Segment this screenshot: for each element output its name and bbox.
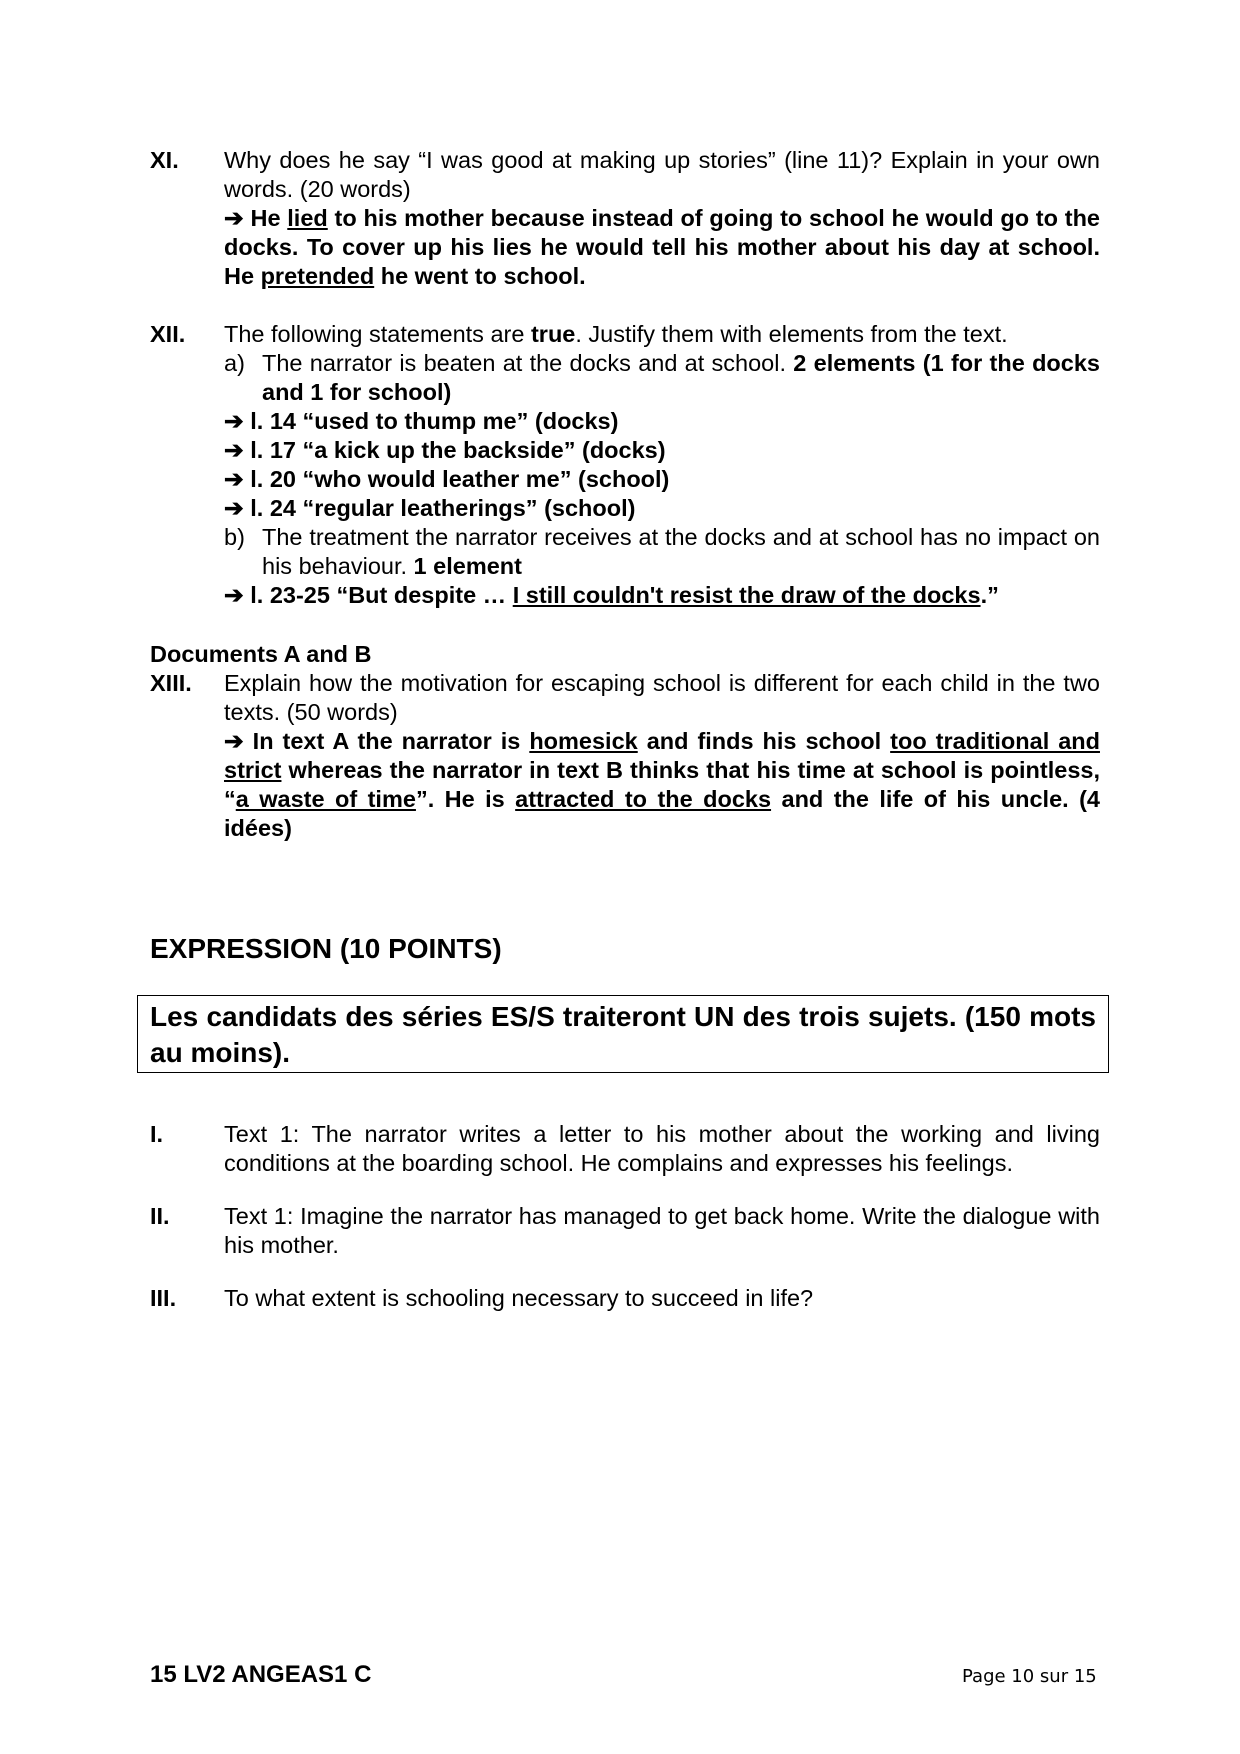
arrow-icon: ➔ (224, 495, 244, 521)
page-number: Page 10 sur 15 (962, 1666, 1097, 1687)
exam-code: 15 LV2 ANGEAS1 C (150, 1661, 372, 1688)
arrow-icon: ➔ (224, 408, 244, 434)
expression-title: EXPRESSION (10 POINTS) (150, 933, 502, 964)
subject-number: III. (150, 1285, 177, 1311)
subject-number: I. (150, 1121, 164, 1147)
arrow-icon: ➔ (224, 437, 244, 463)
subject-1 (150, 1120, 1100, 1178)
answer-line: ➔ l. 23-25 “But despite … I still couldn't resist the draw of the docks.” (224, 582, 999, 608)
answer-line: ➔ l. 17 “a kick up the backside” (docks) (224, 437, 666, 463)
question-number: XIII. (150, 670, 192, 696)
question-intro: The following statements are true. Justify them with elements from the text. (224, 321, 1008, 347)
arrow-icon: ➔ (224, 466, 244, 492)
statement-b: b) The treatment the narrator receives at the docks and at school has no impact on his behaviour. 1 element (224, 524, 1100, 579)
subject-text: Text 1: The narrator writes a letter to his mother about the working and living conditions at the boarding school. He complains and expresses his feelings. (224, 1121, 1100, 1176)
answer-text: ➔ He lied to his mother because instead of going to school he would go to the docks. To cover up his lies he would tell his mother about his day at school. He pretended he went to school. (224, 205, 1100, 289)
statement-a: a) The narrator is beaten at the docks and at school. 2 elements (1 for the docks and 1 for school) (224, 350, 1100, 405)
question-text: Explain how the motivation for escaping school is different for each child in the two texts. (50 words) (224, 670, 1100, 725)
subject-text: To what extent is schooling necessary to succeed in life? (224, 1285, 814, 1311)
section-heading: Documents A and B (150, 641, 372, 667)
instruction-text: Les candidats des séries ES/S traiteront UN des trois sujets. (150 mots au moins). (150, 1001, 1096, 1068)
subject-number: II. (150, 1203, 170, 1229)
subject-text: Text 1: Imagine the narrator has managed to get back home. Write the dialogue with his mother. (224, 1203, 1100, 1258)
subject-2 (150, 1202, 1100, 1260)
question-xiii (150, 669, 1100, 843)
question-xi (150, 146, 1100, 291)
answer-line: ➔ l. 14 “used to thump me” (docks) (224, 408, 619, 434)
answer-line: ➔ l. 24 “regular leatherings” (school) (224, 495, 636, 521)
question-number: XII. (150, 321, 186, 347)
question-xii (150, 320, 1100, 610)
question-number: XI. (150, 147, 179, 173)
subject-3 (150, 1284, 1100, 1313)
arrow-icon: ➔ (224, 582, 244, 608)
question-text: Why does he say “I was good at making up stories” (line 11)? Explain in your own words. (20 words) (224, 147, 1100, 202)
arrow-icon: ➔ (224, 728, 244, 754)
answer-line: ➔ l. 20 “who would leather me” (school) (224, 466, 670, 492)
answer-text: ➔ In text A the narrator is homesick and finds his school too traditional and strict whereas the narrator in text B thinks that his time at school is pointless, “a waste of time”. He is attracted to the docks and the life of his uncle. (4 idées) (224, 728, 1100, 841)
instruction-box (137, 995, 1109, 1073)
arrow-icon: ➔ (224, 205, 244, 231)
